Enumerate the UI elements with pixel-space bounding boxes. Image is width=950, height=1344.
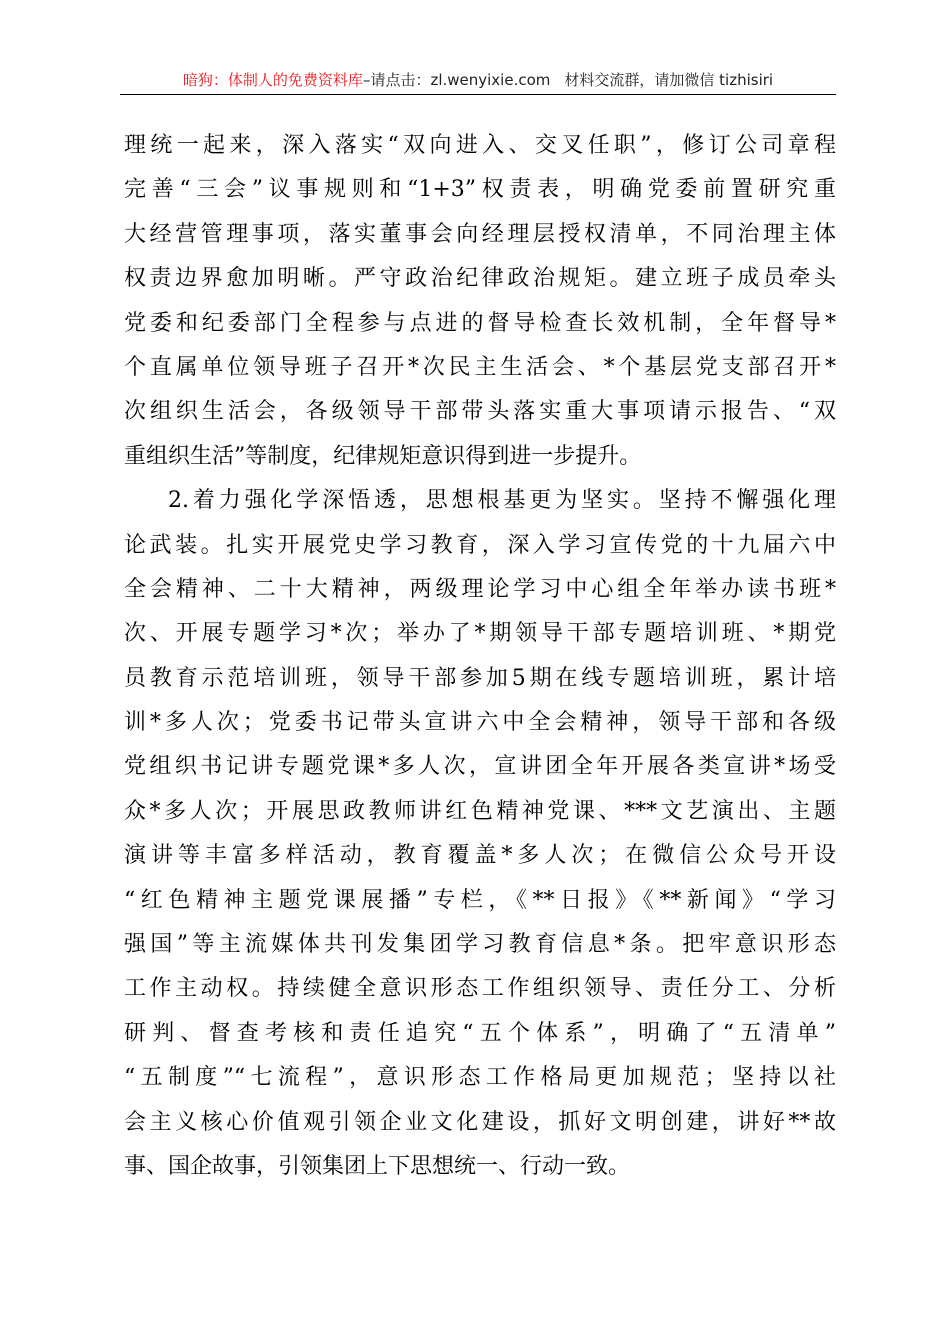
text-line: 工作主动权。持续健全意识形态工作组织领导、责任分工、分析 [124, 976, 836, 1002]
text-line: 强国”等主流媒体共刊发集团学习教育信息*条。把牢意识形态 [124, 932, 836, 958]
document-body [124, 124, 836, 1189]
text-line: 党委和纪委部门全程参与点进的督导检查长效机制，全年督导* [124, 310, 836, 336]
text-line: 论武装。扎实开展党史学习教育，深入学习宣传党的十九届六中 [124, 532, 836, 558]
text-line: 员教育示范培训班，领导干部参加5期在线专题培训班，累计培 [124, 665, 836, 691]
paragraph-first-line: 2.着力强化学深悟透，思想根基更为坚实。坚持不懈强化理 [168, 488, 836, 514]
text-line: 个直属单位领导班子召开*次民主生活会、*个基层党支部召开* [124, 354, 836, 380]
header-contact-text: 材料交流群，请加微信 tizhisiri [564, 71, 774, 89]
text-line: 全会精神、二十大精神，两级理论学习中心组全年举办读书班* [124, 576, 836, 602]
text-line: “五制度”“七流程”，意识形态工作格局更加规范；坚持以社 [124, 1065, 836, 1091]
header-click-prompt: –请点击： [362, 71, 431, 89]
header-promo-name: 暗狗：体制人的免费资料库 [182, 71, 363, 89]
header-site-link[interactable]: zl.wenyixie.com [430, 71, 551, 89]
page-header [120, 68, 836, 92]
text-line: 训*多人次；党委书记带头宣讲六中全会精神，领导干部和各级 [124, 710, 836, 736]
text-line: 会主义核心价值观引领企业文化建设，抓好文明创建，讲好**故 [124, 1109, 836, 1135]
text-line: 党组织书记讲专题党课*多人次，宣讲团全年开展各类宣讲*场受 [124, 754, 836, 780]
text-line: 次、开展专题学习*次；举办了*期领导干部专题培训班、*期党 [124, 621, 836, 647]
header-divider [120, 94, 836, 95]
paragraph-last-line: 重组织生活”等制度，纪律规矩意识得到进一步提升。 [124, 443, 642, 469]
text-line: 演讲等丰富多样活动，教育覆盖*多人次；在微信公众号开设 [124, 843, 836, 869]
text-line: 理统一起来，深入落实“双向进入、交叉任职”，修订公司章程 [124, 133, 836, 158]
text-line: 大经营管理事项，落实董事会向经理层授权清单，不同治理主体 [124, 221, 836, 247]
text-line: 研判、督查考核和责任追究“五个体系”，明确了“五清单” [124, 1020, 836, 1046]
text-line: 完善“三会”议事规则和“1+3”权责表，明确党委前置研究重 [124, 177, 836, 203]
paragraph-last-line: 事、国企故事，引领集团上下思想统一、行动一致。 [124, 1153, 631, 1179]
text-line: “红色精神主题党课展播”专栏，《**日报》《**新闻》“学习 [124, 887, 836, 913]
text-line: 次组织生活会，各级领导干部带头落实重大事项请示报告、“双 [124, 399, 836, 425]
text-line: 众*多人次；开展思政教师讲红色精神党课、***文艺演出、主题 [124, 798, 836, 824]
text-line: 权责边界愈加明晰。严守政治纪律政治规矩。建立班子成员牵头 [124, 266, 836, 292]
